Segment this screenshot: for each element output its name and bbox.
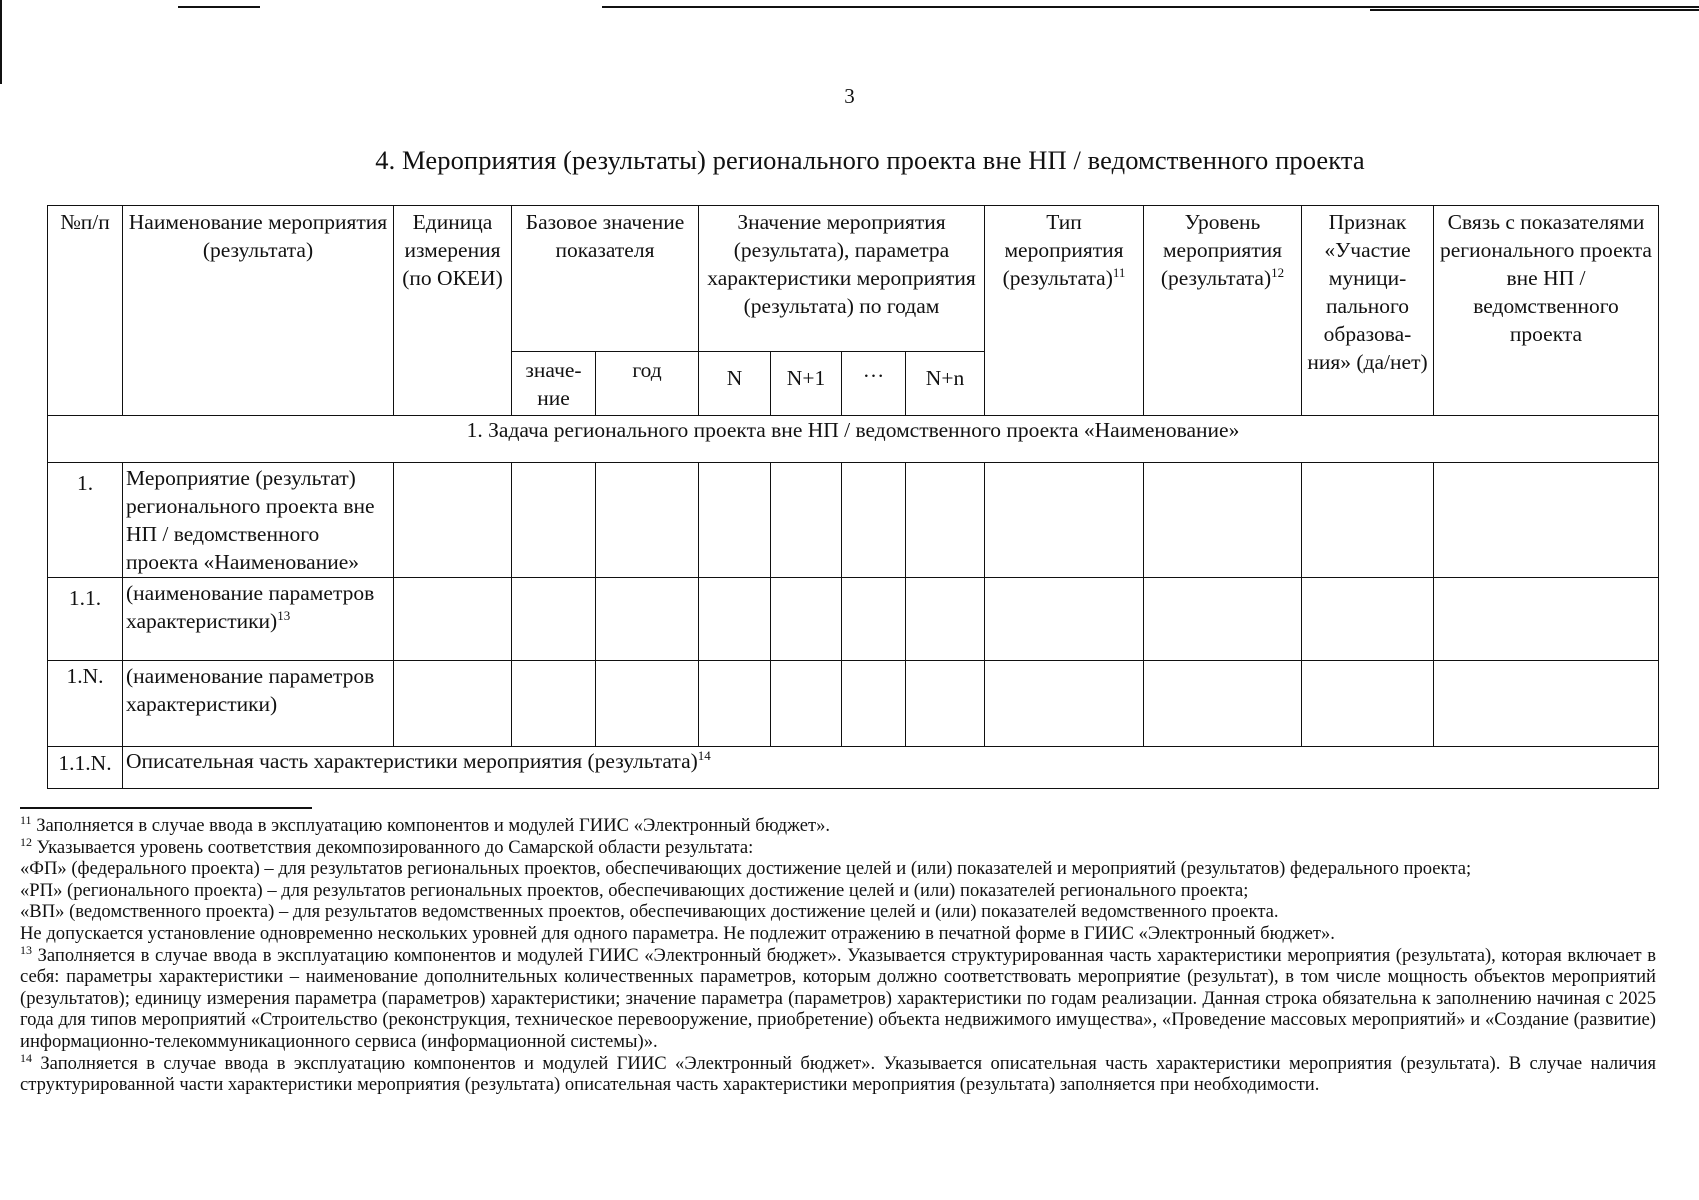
footnote-mark: 12: [20, 834, 32, 849]
description-cell: [123, 747, 1659, 789]
activities-table: [47, 205, 1659, 789]
cell-link: [1434, 578, 1659, 661]
scan-edge-left: [0, 0, 2, 84]
cell-link: [1434, 463, 1659, 578]
header-level-label: Уровень мероприятия (результата): [1160, 210, 1283, 290]
header-type-footnote-mark: 11: [1112, 265, 1126, 280]
scan-edge-top-3: [1370, 9, 1699, 11]
cell-unit: [394, 578, 512, 661]
description-footnote-mark: 14: [697, 748, 711, 763]
task-row: 1. Задача регионального проекта вне НП / ведомственного проекта «Наименование»: [48, 416, 1659, 463]
cell-base-value: [512, 661, 596, 747]
cell-year-n1: [771, 661, 842, 747]
footnote-text: Заполняется в случае ввода в эксплуатацию компонентов и модулей ГИИС «Электронный бюджет».: [31, 815, 831, 836]
cell-unit: [394, 661, 512, 747]
header-year-n1: N+1: [771, 352, 842, 416]
header-municipal: Признак «Участие муници-пального образова-ния» (да/нет): [1302, 206, 1434, 416]
header-level-footnote-mark: 12: [1271, 265, 1285, 280]
footnote-14: [20, 1050, 1656, 1096]
header-type: [985, 206, 1144, 416]
table-row: [48, 747, 1659, 789]
cell-base-year: [596, 578, 699, 661]
cell-year-n: [699, 463, 771, 578]
cell-base-year: [596, 463, 699, 578]
footnote-13: [20, 942, 1656, 1053]
cell-year-n: [699, 578, 771, 661]
footnotes: [20, 815, 1656, 1096]
cell-year-nn: [906, 578, 985, 661]
row-num: 1.: [48, 463, 123, 578]
header-year-dots: …: [842, 352, 906, 416]
header-base-year: год: [596, 352, 699, 416]
cell-year-dots: [842, 661, 906, 747]
cell-type: [985, 578, 1144, 661]
table-row: [48, 578, 1659, 661]
footnote-12-vp: «ВП» (ведомственного проекта) – для результатов ведомственных проектов, обеспечивающих достижение целей и (или) показателей ведомственного проекта.: [20, 901, 1279, 923]
cell-level: [1144, 578, 1302, 661]
cell-year-n1: [771, 578, 842, 661]
header-level: [1144, 206, 1302, 416]
row-name: [123, 463, 394, 578]
footnote-text: Указывается уровень соответствия декомпозированного до Самарской области результата:: [32, 836, 754, 858]
row-footnote-mark: 13: [277, 608, 291, 623]
header-num: №п/п: [48, 206, 123, 416]
cell-municipal: [1302, 463, 1434, 578]
cell-year-n: [699, 661, 771, 747]
footnote-text: Заполняется в случае ввода в эксплуатацию компонентов и модулей ГИИС «Электронный бюджет». Указывается описательная часть характеристики мероприятия (результата). В случае наличия структурированной части характеристики мероприятия (результата) описательная часть характеристики мероприятия (результата) заполняется при необходимости.: [20, 1052, 1656, 1096]
row-name-text: (наименование параметров характеристики): [126, 581, 375, 633]
footnote-12-fp: «ФП» (федерального проекта) – для результатов региональных проектов, обеспечивающих достижение целей и (или) показателей и мероприятий (результатов) федерального проекта;: [20, 858, 1472, 880]
header-type-label: Тип мероприятия (результата): [1002, 210, 1124, 290]
cell-link: [1434, 661, 1659, 747]
footnote-12-note: Не допускается установление одновременно нескольких уровней для одного параметра. Не подлежит отражению в печатной форме в ГИИС «Электронный бюджет».: [20, 922, 1335, 944]
cell-base-year: [596, 661, 699, 747]
cell-municipal: [1302, 578, 1434, 661]
row-num: 1.N.: [48, 661, 123, 747]
row-name-text: Мероприятие (результат) регионального проекта вне НП / ведомственного проекта «Наименование»: [126, 466, 375, 574]
table-row: [48, 463, 1659, 578]
section-title: 4. Мероприятия (результаты) регионального проекта вне НП / ведомственного проекта: [375, 145, 1365, 175]
footnote-mark: 11: [20, 813, 32, 827]
cell-level: [1144, 661, 1302, 747]
header-base-value: значе-ние: [512, 352, 596, 416]
footnote-divider: [20, 807, 312, 809]
cell-base-value: [512, 463, 596, 578]
scan-edge-top-2: [602, 6, 1699, 8]
cell-type: [985, 661, 1144, 747]
header-unit: Единица измерения (по ОКЕИ): [394, 206, 512, 416]
header-year-n: N: [699, 352, 771, 416]
page-number: 3: [844, 84, 855, 108]
cell-year-nn: [906, 661, 985, 747]
row-name: [123, 578, 394, 661]
cell-base-value: [512, 578, 596, 661]
row-num: 1.1.: [48, 578, 123, 661]
row-name: [123, 661, 394, 747]
header-name: Наименование мероприятия (результата): [123, 206, 394, 416]
row-name-text: (наименование параметров характеристики): [126, 664, 375, 716]
cell-year-dots: [842, 463, 906, 578]
footnote-mark: 13: [20, 942, 32, 957]
footnote-mark: 14: [20, 1050, 32, 1065]
footnote-text: Заполняется в случае ввода в эксплуатацию компонентов и модулей ГИИС «Электронный бюджет». Указывается структурированная часть характеристики мероприятия (результата), которая включает в себя: параметры характеристики – наименование дополнительных количественных параметров, которым должно соответствовать мероприятие (результат), в том числе мощность объектов мероприятий (результатов); единицу измерения параметра (параметров) характеристики; значение параметра (параметров) характеристики по годам реализации. Данная строка обязательна к заполнению начиная с 2025 года для типов мероприятий «Строительство (реконструкция, техническое перевооружение, приобретение) объекта недвижимого имущества», «Проведение массовых мероприятий» и «Создание (развитие) информационно-телекоммуникационного сервиса (информационной системы)».: [20, 944, 1656, 1052]
description-text: Описательная часть характеристики мероприятия (результата): [126, 749, 698, 773]
cell-year-nn: [906, 463, 985, 578]
cell-year-n1: [771, 463, 842, 578]
cell-level: [1144, 463, 1302, 578]
header-base: Базовое значение показателя: [512, 206, 699, 352]
table-row: [48, 661, 1659, 747]
footnote-12-rp: «РП» (регионального проекта) – для результатов региональных проектов, обеспечивающих достижение целей и (или) показателей регионального проекта;: [20, 879, 1249, 901]
cell-year-dots: [842, 578, 906, 661]
header-values: Значение мероприятия (результата), параметра характеристики мероприятия (результата) по годам: [699, 206, 985, 352]
header-link: Связь с показателями регионального проекта вне НП / ведомственного проекта: [1434, 206, 1659, 416]
cell-unit: [394, 463, 512, 578]
footnote-12: [20, 834, 1656, 859]
footnote-11: [20, 815, 1656, 837]
row-num: 1.1.N.: [48, 747, 123, 789]
header-year-nn: N+n: [906, 352, 985, 416]
cell-municipal: [1302, 661, 1434, 747]
cell-type: [985, 463, 1144, 578]
scan-edge-top-1: [178, 6, 260, 8]
